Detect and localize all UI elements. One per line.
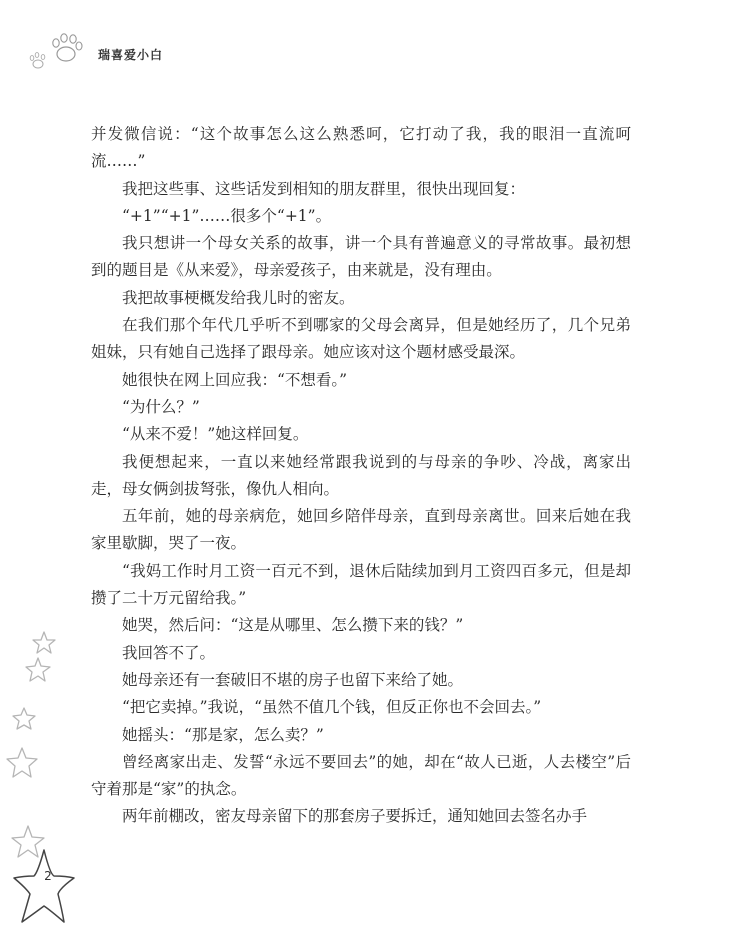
paragraph: 我把故事梗概发给我儿时的密友。 (122, 288, 355, 307)
body-text (91, 121, 631, 831)
paw-print-icon (26, 28, 96, 78)
paragraph: “把它卖掉。”我说，“虽然不值几个钱，但反正你也不会回去。” (122, 698, 542, 717)
paragraph: “为什么？” (122, 397, 200, 416)
paragraph: “+1”“+1”……很多个“+1”。 (122, 206, 332, 225)
paragraph: 两年前棚改，密友母亲留下的那套房子要拆迁，通知她回去签名办手 (122, 807, 588, 826)
running-header-title: 瑞喜爱小白 (98, 48, 164, 62)
page-number: 2 (44, 869, 52, 883)
paragraph: “从来不爱！”她这样回复。 (122, 425, 309, 444)
paragraph: 在我们那个年代几乎听不到哪家的父母会离异，但是她经历了，几个兄弟姐妹，只有她自己选择了跟母亲。她应该对这个题材感受最深。 (91, 316, 631, 362)
paragraph: 她很快在网上回应我：“不想看。” (122, 370, 348, 389)
paragraph: 我把这些事、这些话发到相知的朋友群里，很快出现回复： (122, 179, 526, 198)
paragraph: 我便想起来，一直以来她经常跟我说到的与母亲的争吵、冷战，离家出走，母女俩剑拔弩张，像仇人相向。 (91, 452, 631, 498)
paragraph: 她摇头：“那是家，怎么卖？” (122, 725, 324, 744)
paragraph: “我妈工作时月工资一百元不到，退休后陆续加到月工资四百多元，但是却攒了二十万元留给我。” (91, 561, 631, 608)
paragraph: 我只想讲一个母女关系的故事，讲一个具有普遍意义的寻常故事。最初想到的题目是《从来爱》，母亲爱孩子，由来就是，没有理由。 (91, 234, 631, 280)
paragraph: 曾经离家出走、发誓“永远不要回去”的她，却在“故人已逝，人去楼空”后守着那是“家”的执念。 (91, 752, 631, 799)
paragraph: 她哭，然后问：“这是从哪里、怎么攒下来的钱？” (122, 616, 464, 635)
star-outline-icon (8, 846, 80, 926)
paragraph: 她母亲还有一套破旧不堪的房子也留下来给了她。 (122, 670, 464, 689)
paragraph: 并发微信说：“这个故事怎么这么熟悉呵，它打动了我，我的眼泪一直流呵流……” (91, 125, 631, 171)
running-header (26, 28, 226, 78)
paragraph: 五年前，她的母亲病危，她回乡陪伴母亲，直到母亲离世。回来后她在我家里歇脚，哭了一夜。 (91, 507, 631, 553)
paragraph: 我回答不了。 (122, 643, 216, 662)
